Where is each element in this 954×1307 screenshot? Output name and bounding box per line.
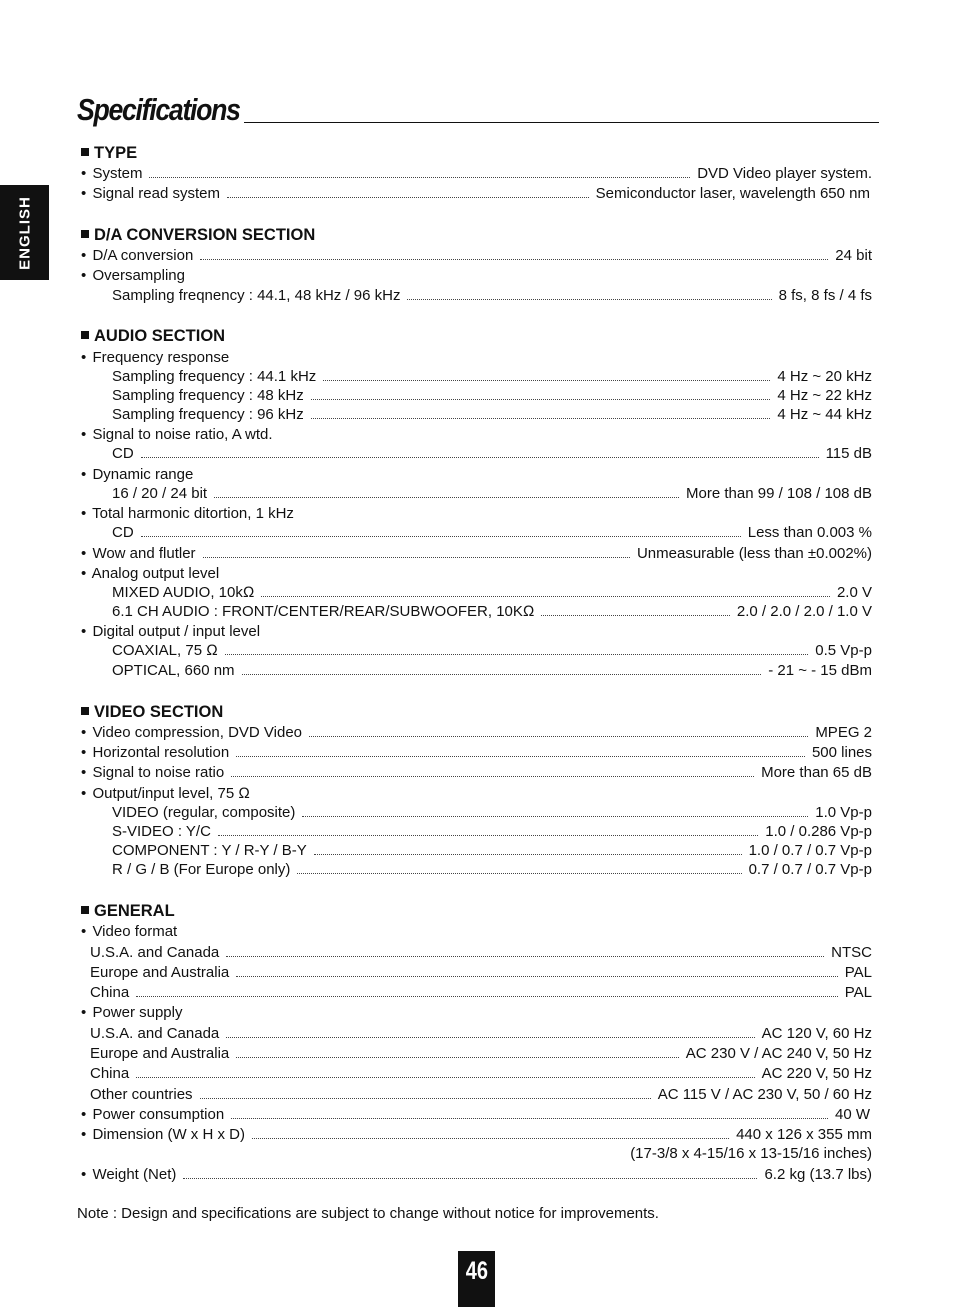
spec-value: 1.0 / 0.286 Vp-p xyxy=(765,823,872,840)
bullet-icon: • xyxy=(81,1106,87,1123)
section-heading-general: GENERAL xyxy=(81,900,175,922)
spec-row xyxy=(112,583,872,603)
spec-value: 0.5 Vp-p xyxy=(815,642,872,659)
spec-row xyxy=(90,983,872,1003)
spec-label-text: 6.1 CH AUDIO : FRONT/CENTER/REAR/SUBWOOFER, 10KΩ xyxy=(112,603,535,620)
spec-label-text: 16 / 20 / 24 bit xyxy=(112,485,208,502)
spec-label-text: Sampling frequency : 44.1 kHz xyxy=(112,368,317,385)
spec-label: • Total harmonic ditortion, 1 kHz xyxy=(81,505,294,522)
spec-label: • Signal to noise ratio, A wtd. xyxy=(81,426,273,443)
spec-label-text: MIXED AUDIO, 10kΩ xyxy=(112,584,255,601)
spec-row xyxy=(81,1125,872,1145)
dot-leader xyxy=(200,258,828,260)
bullet-icon: • xyxy=(81,1166,87,1183)
spec-label-text: COMPONENT : Y / R-Y / B-Y xyxy=(112,842,307,859)
footnote: Note : Design and specifications are subject to change without notice for improvements. xyxy=(77,1205,659,1222)
spec-label-text: VIDEO (regular, composite) xyxy=(112,804,296,821)
spec-label-text: CD xyxy=(112,524,134,541)
bullet-icon: • xyxy=(81,545,87,562)
dot-leader xyxy=(225,653,809,655)
spec-row xyxy=(90,1024,872,1044)
section-heading-audio: AUDIO SECTION xyxy=(81,325,225,347)
title-rule xyxy=(244,122,879,123)
spec-label-text: Sampling frequency : 48 kHz xyxy=(112,387,304,404)
spec-label-text: • Dimension (W x H x D) xyxy=(81,1126,245,1143)
spec-row xyxy=(90,943,872,963)
spec-row xyxy=(81,723,872,743)
dot-leader xyxy=(183,1177,757,1179)
spec-value: PAL xyxy=(844,984,872,1001)
bullet-icon: • xyxy=(81,466,87,483)
spec-value: 440 x 126 x 355 mm xyxy=(736,1126,872,1143)
dot-leader xyxy=(231,1117,828,1119)
spec-value: Less than 0.003 % xyxy=(747,524,872,541)
spec-row xyxy=(90,1085,872,1105)
spec-row xyxy=(81,743,872,763)
spec-label: • Frequency response xyxy=(81,349,230,366)
square-bullet-icon xyxy=(81,906,89,914)
dot-leader xyxy=(200,1097,651,1099)
dot-leader xyxy=(226,1036,754,1038)
dot-leader xyxy=(407,298,771,300)
spec-value: More than 65 dB xyxy=(761,764,872,781)
spec-label: • Oversampling xyxy=(81,267,185,284)
bullet-icon: • xyxy=(81,1126,87,1143)
spec-row xyxy=(112,803,872,823)
bullet-icon: • xyxy=(81,185,87,202)
spec-row xyxy=(90,963,872,983)
bullet-icon: • xyxy=(81,565,87,582)
bullet-icon: • xyxy=(81,165,87,182)
dot-leader xyxy=(297,872,741,874)
spec-label-text: Sampling frequency : 96 kHz xyxy=(112,406,304,423)
spec-label: • Power supply xyxy=(81,1004,183,1021)
spec-label: • Analog output level xyxy=(81,565,220,582)
spec-row xyxy=(81,184,870,204)
spec-row xyxy=(112,860,872,880)
spec-value: 115 dB xyxy=(825,445,872,462)
spec-label-text: R / G / B (For Europe only) xyxy=(112,861,291,878)
spec-value: - 21 ~ - 15 dBm xyxy=(768,662,872,679)
bullet-icon: • xyxy=(81,724,87,741)
dot-leader xyxy=(236,1056,679,1058)
spec-value: 1.0 / 0.7 / 0.7 Vp-p xyxy=(748,842,872,859)
page-number: 46 xyxy=(458,1251,495,1307)
dot-leader xyxy=(541,614,729,616)
spec-value: 2.0 V xyxy=(836,584,872,601)
spec-value: More than 99 / 108 / 108 dB xyxy=(686,485,872,502)
spec-label: • Video format xyxy=(81,923,178,940)
spec-row xyxy=(112,386,872,406)
square-bullet-icon xyxy=(81,148,89,156)
language-tab-label: ENGLISH xyxy=(16,195,33,270)
spec-value: DVD Video player system. xyxy=(697,165,872,182)
spec-value: 0.7 / 0.7 / 0.7 Vp-p xyxy=(748,861,872,878)
dot-leader xyxy=(236,975,837,977)
spec-row xyxy=(112,841,872,861)
spec-row xyxy=(90,1044,872,1064)
dot-leader xyxy=(214,496,679,498)
spec-value: 24 bit xyxy=(835,247,872,264)
square-bullet-icon xyxy=(81,230,89,238)
dot-leader xyxy=(149,176,690,178)
dot-leader xyxy=(252,1137,729,1139)
bullet-icon: • xyxy=(81,744,87,761)
spec-row xyxy=(112,602,872,622)
spec-label: • Output/input level, 75 Ω xyxy=(81,785,250,802)
spec-row xyxy=(112,367,872,387)
spec-label-text: China xyxy=(90,1065,130,1082)
section-heading-da: D/A CONVERSION SECTION xyxy=(81,224,315,246)
spec-value: AC 220 V, 50 Hz xyxy=(761,1065,872,1082)
spec-row xyxy=(112,523,872,543)
dot-leader xyxy=(309,735,808,737)
spec-value: 40 W xyxy=(834,1106,870,1123)
spec-label-text: U.S.A. and Canada xyxy=(90,1025,220,1042)
spec-row xyxy=(90,1064,872,1084)
bullet-icon: • xyxy=(81,764,87,781)
spec-label-text: • Signal read system xyxy=(81,185,220,202)
dot-leader xyxy=(203,556,630,558)
dot-leader xyxy=(242,673,762,675)
dot-leader xyxy=(323,379,770,381)
spec-label-text: • D/A conversion xyxy=(81,247,194,264)
dot-leader xyxy=(136,995,838,997)
spec-label-text: • Power consumption xyxy=(81,1106,225,1123)
spec-value-continuation: (17-3/8 x 4-15/16 x 13-15/16 inches) xyxy=(630,1145,872,1162)
bullet-icon: • xyxy=(81,247,87,264)
spec-value: 4 Hz ~ 44 kHz xyxy=(777,406,872,423)
page-title: Specifications xyxy=(77,92,240,127)
bullet-icon: • xyxy=(81,349,87,366)
square-bullet-icon xyxy=(81,707,89,715)
spec-value: AC 115 V / AC 230 V, 50 / 60 Hz xyxy=(657,1086,872,1103)
spec-label-text: S-VIDEO : Y/C xyxy=(112,823,211,840)
spec-label-text: COAXIAL, 75 Ω xyxy=(112,642,218,659)
section-heading-video: VIDEO SECTION xyxy=(81,701,223,723)
bullet-icon: • xyxy=(81,923,87,940)
spec-row xyxy=(112,405,872,425)
spec-label-text: • Horizontal resolution xyxy=(81,744,230,761)
dot-leader xyxy=(218,834,758,836)
dot-leader xyxy=(136,1076,754,1078)
bullet-icon: • xyxy=(81,267,87,284)
square-bullet-icon xyxy=(81,331,89,339)
spec-row xyxy=(81,763,872,783)
spec-label-text: CD xyxy=(112,445,134,462)
spec-value: 2.0 / 2.0 / 2.0 / 1.0 V xyxy=(736,603,872,620)
spec-row xyxy=(81,246,872,266)
bullet-icon: • xyxy=(81,623,87,640)
spec-row xyxy=(81,1105,870,1125)
spec-row xyxy=(112,641,872,661)
spec-row xyxy=(112,484,872,504)
spec-value: 1.0 Vp-p xyxy=(815,804,872,821)
spec-value: MPEG 2 xyxy=(815,724,872,741)
spec-label-text: China xyxy=(90,984,130,1001)
spec-value: AC 120 V, 60 Hz xyxy=(761,1025,872,1042)
spec-value: NTSC xyxy=(831,944,872,961)
spec-value: Unmeasurable (less than ±0.002%) xyxy=(636,545,872,562)
spec-row xyxy=(81,164,872,184)
spec-value: 500 lines xyxy=(811,744,872,761)
spec-value: 6.2 kg (13.7 lbs) xyxy=(764,1166,872,1183)
spec-label-text: U.S.A. and Canada xyxy=(90,944,220,961)
spec-label-text: • Signal to noise ratio xyxy=(81,764,225,781)
spec-label-text: • Weight (Net) xyxy=(81,1166,177,1183)
dot-leader xyxy=(311,417,771,419)
language-tab xyxy=(0,185,49,280)
spec-row xyxy=(112,661,872,681)
bullet-icon: • xyxy=(81,1004,87,1021)
spec-label-text: OPTICAL, 660 nm xyxy=(112,662,235,679)
spec-label-text: Europe and Australia xyxy=(90,964,230,981)
spec-label: • Dynamic range xyxy=(81,466,194,483)
spec-row xyxy=(112,286,872,306)
dot-leader xyxy=(302,815,808,817)
spec-label-text: • System xyxy=(81,165,143,182)
section-heading-type: TYPE xyxy=(81,142,137,164)
spec-label-text: Other countries xyxy=(90,1086,193,1103)
bullet-icon: • xyxy=(81,785,87,802)
dot-leader xyxy=(231,775,754,777)
dot-leader xyxy=(261,595,830,597)
spec-label: • Digital output / input level xyxy=(81,623,261,640)
spec-row xyxy=(81,544,872,564)
spec-row xyxy=(81,1165,872,1185)
dot-leader xyxy=(141,535,741,537)
spec-value: 4 Hz ~ 20 kHz xyxy=(777,368,872,385)
bullet-icon: • xyxy=(81,505,87,522)
dot-leader xyxy=(236,755,805,757)
dot-leader xyxy=(311,398,771,400)
spec-value: PAL xyxy=(844,964,872,981)
spec-value: Semiconductor laser, wavelength 650 nm xyxy=(595,185,870,202)
spec-label-text: • Video compression, DVD Video xyxy=(81,724,302,741)
spec-label-text: Europe and Australia xyxy=(90,1045,230,1062)
spec-row xyxy=(112,444,872,464)
spec-value: 8 fs, 8 fs / 4 fs xyxy=(778,287,872,304)
spec-label-text: • Wow and flutler xyxy=(81,545,196,562)
dot-leader xyxy=(226,955,824,957)
dot-leader xyxy=(141,456,819,458)
spec-value: 4 Hz ~ 22 kHz xyxy=(777,387,872,404)
spec-value: AC 230 V / AC 240 V, 50 Hz xyxy=(685,1045,872,1062)
spec-label-text: Sampling freqnency : 44.1, 48 kHz / 96 kHz xyxy=(112,287,401,304)
dot-leader xyxy=(227,196,589,198)
spec-row xyxy=(112,822,872,842)
bullet-icon: • xyxy=(81,426,87,443)
dot-leader xyxy=(314,853,742,855)
